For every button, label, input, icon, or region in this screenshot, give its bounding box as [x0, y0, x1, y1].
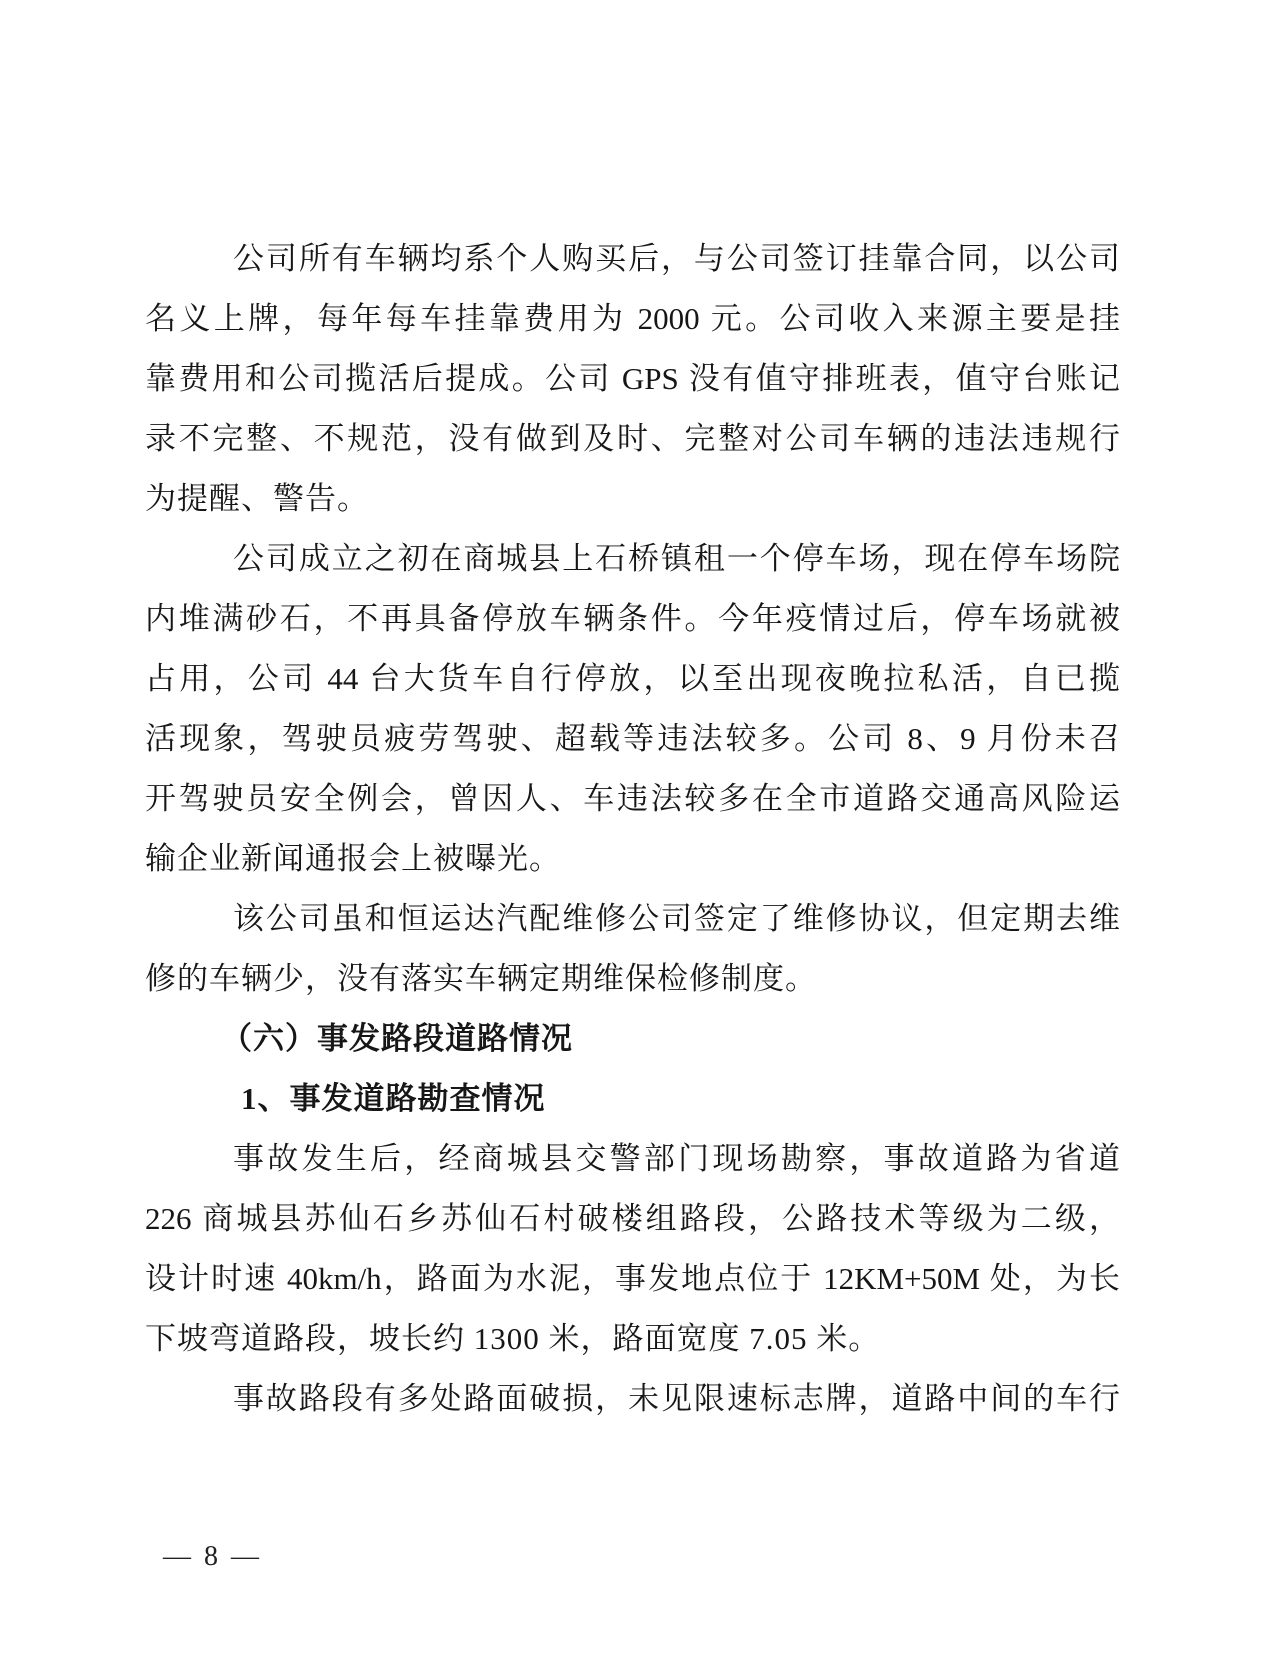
page-number: — 8 —	[163, 1541, 262, 1572]
paragraph-line: 公司成立之初在商城县上石桥镇租一个停车场，现在停车场院	[233, 541, 1120, 576]
paragraph-line: 内堆满砂石，不再具备停放车辆条件。今年疫情过后，停车场就被	[145, 601, 1120, 636]
paragraph-line: 开驾驶员安全例会，曾因人、车违法较多在全市道路交通高风险运	[145, 781, 1120, 816]
document-body	[145, 229, 1120, 1429]
paragraph-line: 名义上牌，每年每车挂靠费用为 2000 元。公司收入来源主要是挂	[145, 301, 1120, 336]
paragraph-line: 活现象，驾驶员疲劳驾驶、超载等违法较多。公司 8、9 月份未召	[145, 721, 1120, 756]
paragraph	[145, 1129, 1120, 1369]
paragraph-line: 输企业新闻通报会上被曝光。	[145, 841, 561, 876]
paragraph-line: 占用，公司 44 台大货车自行停放，以至出现夜晚拉私活，自已揽	[145, 661, 1120, 696]
paragraph-line: 事故发生后，经商城县交警部门现场勘察，事故道路为省道	[233, 1141, 1120, 1176]
sub-heading: 1、事发道路勘查情况	[241, 1081, 546, 1116]
paragraph-line: 为提醒、警告。	[145, 481, 369, 516]
paragraph-line: 设计时速 40km/h，路面为水泥，事发地点位于 12KM+50M 处，为长	[145, 1261, 1120, 1296]
paragraph	[145, 889, 1120, 1009]
paragraph	[145, 529, 1120, 889]
paragraph	[145, 1369, 1120, 1429]
paragraph-line: 靠费用和公司揽活后提成。公司 GPS 没有值守排班表，值守台账记	[145, 361, 1120, 396]
paragraph-line: 修的车辆少，没有落实车辆定期维保检修制度。	[145, 961, 817, 996]
paragraph	[145, 229, 1120, 529]
paragraph-line: 录不完整、不规范，没有做到及时、完整对公司车辆的违法违规行	[145, 421, 1120, 456]
section-heading: （六）事发路段道路情况	[221, 1021, 573, 1056]
paragraph-line: 下坡弯道路段，坡长约 1300 米，路面宽度 7.05 米。	[145, 1321, 881, 1356]
paragraph-line: 226 商城县苏仙石乡苏仙石村破楼组路段，公路技术等级为二级，	[145, 1201, 1120, 1236]
paragraph-line: 公司所有车辆均系个人购买后，与公司签订挂靠合同，以公司	[233, 241, 1120, 276]
paragraph-line: 该公司虽和恒运达汽配维修公司签定了维修协议，但定期去维	[233, 901, 1120, 936]
paragraph-line: 事故路段有多处路面破损，未见限速标志牌，道路中间的车行	[233, 1381, 1120, 1416]
